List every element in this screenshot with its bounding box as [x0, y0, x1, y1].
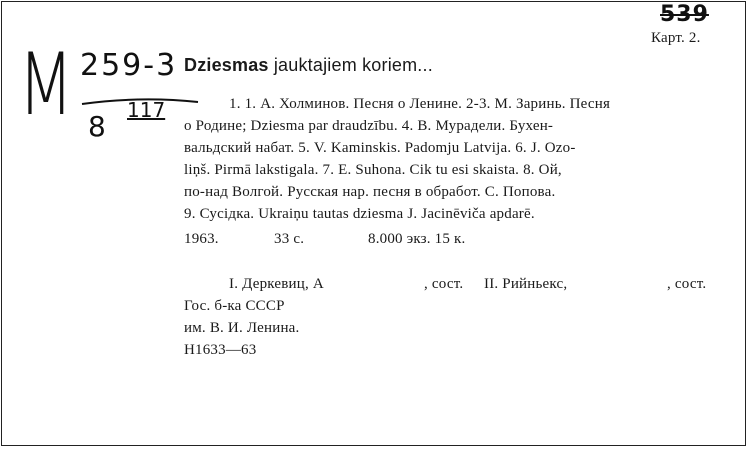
- title: [184, 55, 433, 75]
- handwritten-letter-m: M: [18, 35, 74, 135]
- imprint-copies-price: 8.000 экз. 15 к.: [368, 231, 466, 247]
- entry-2-role: , сост.: [667, 276, 707, 292]
- library-line-3: Н1633—63: [184, 342, 257, 358]
- body-line-3: вальдский набат. 5. V. Kaminskis. Padomju Latvija. 6. J. Ozo-: [184, 140, 576, 156]
- handwritten-call-number-sup: 117: [127, 98, 166, 122]
- handwritten-number-top-right: 539: [660, 2, 709, 27]
- title-lead: Dziesmas: [184, 55, 269, 75]
- library-line-1: Гос. б-ка СССР: [184, 298, 285, 314]
- card-label: Карт. 2.: [651, 30, 701, 46]
- body-line-5: по-над Волгой. Русская нар. песня в обработ. С. Попова.: [184, 184, 556, 200]
- library-line-2: им. В. И. Ленина.: [184, 320, 300, 336]
- entry-1-role: , сост.: [424, 276, 464, 292]
- handwritten-call-number-bottom: 8: [88, 110, 106, 143]
- body-line-6: 9. Сусідка. Ukraiņu tautas dziesma J. Jacinēviča apdarē.: [184, 206, 535, 222]
- imprint-year: 1963.: [184, 231, 219, 247]
- imprint-pages: 33 с.: [274, 231, 305, 247]
- body-line-1: 1. 1. А. Холминов. Песня о Ленине. 2-3. М. Заринь. Песня: [229, 96, 611, 112]
- entry-2: II. Рийньекс,: [484, 276, 568, 292]
- entry-1: I. Деркевиц, А: [229, 276, 324, 292]
- handwritten-call-number-top: 259-3: [80, 48, 178, 83]
- title-rest: jauktajiem koriem...: [273, 55, 433, 75]
- body-line-2: о Родине; Dziesma par draudzību. 4. В. Мурадели. Бухен-: [184, 118, 554, 134]
- body-line-4: liņš. Pirmā lakstigala. 7. E. Suhona. Cik tu esi skaista. 8. Ой,: [184, 162, 562, 178]
